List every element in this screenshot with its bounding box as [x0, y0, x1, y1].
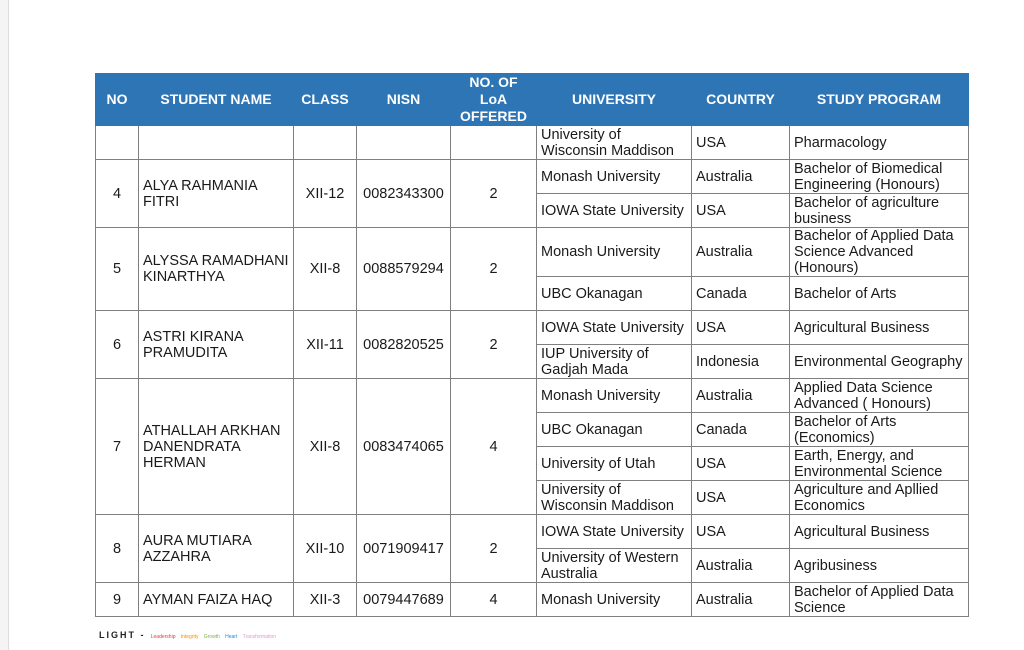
student-no: 8 [96, 515, 139, 583]
study-program: Earth, Energy, and Environmental Science [790, 447, 969, 481]
loa-count: 2 [451, 228, 537, 311]
table-row [96, 379, 969, 413]
table-body [96, 126, 969, 617]
country-name: Canada [692, 413, 790, 447]
university-name: University of Utah [537, 447, 692, 481]
university-name: UBC Okanagan [537, 413, 692, 447]
student-nisn: 0071909417 [357, 515, 451, 583]
student-no: 9 [96, 583, 139, 617]
student-name: AYMAN FAIZA HAQ [139, 583, 294, 617]
student-name: AURA MUTIARA AZZAHRA [139, 515, 294, 583]
university-name: Monash University [537, 160, 692, 194]
loa-count: 2 [451, 311, 537, 379]
university-name: IUP University of Gadjah Mada [537, 345, 692, 379]
student-no: 7 [96, 379, 139, 515]
loa-count [451, 126, 537, 160]
country-name: Canada [692, 277, 790, 311]
footer-value-leadership: Leadership [150, 634, 176, 640]
university-name: IOWA State University [537, 194, 692, 228]
country-name: USA [692, 515, 790, 549]
loa-table [95, 73, 969, 617]
student-nisn: 0079447689 [357, 583, 451, 617]
student-name [139, 126, 294, 160]
header-class: CLASS [294, 74, 357, 126]
university-name: IOWA State University [537, 311, 692, 345]
country-name: Indonesia [692, 345, 790, 379]
footer-value-heart: Heart [225, 634, 238, 640]
country-name: Australia [692, 160, 790, 194]
university-name: Monash University [537, 583, 692, 617]
student-name: ALYA RAHMANIA FITRI [139, 160, 294, 228]
table-row [96, 311, 969, 345]
student-class: XII-10 [294, 515, 357, 583]
table-row [96, 160, 969, 194]
country-name: USA [692, 447, 790, 481]
loa-count: 2 [451, 515, 537, 583]
student-name: ALYSSA RAMADHANI KINARTHYA [139, 228, 294, 311]
table-row [96, 228, 969, 277]
country-name: Australia [692, 549, 790, 583]
country-name: USA [692, 126, 790, 160]
country-name: Australia [692, 379, 790, 413]
study-program: Agricultural Business [790, 515, 969, 549]
country-name: Australia [692, 228, 790, 277]
student-nisn: 0082820525 [357, 311, 451, 379]
student-nisn: 0088579294 [357, 228, 451, 311]
header-study-program: STUDY PROGRAM [790, 74, 969, 126]
student-class [294, 126, 357, 160]
country-name: Australia [692, 583, 790, 617]
study-program: Bachelor of Biomedical Engineering (Honours) [790, 160, 969, 194]
student-no: 5 [96, 228, 139, 311]
footer-value-growth: Growth [203, 634, 220, 640]
student-name: ASTRI KIRANA PRAMUDITA [139, 311, 294, 379]
university-name: Monash University [537, 379, 692, 413]
university-name: IOWA State University [537, 515, 692, 549]
footer-brand: LIGHT - [99, 630, 146, 640]
study-program: Agricultural Business [790, 311, 969, 345]
student-class: XII-8 [294, 228, 357, 311]
header-country: COUNTRY [692, 74, 790, 126]
student-class: XII-12 [294, 160, 357, 228]
table-row [96, 515, 969, 549]
study-program: Bachelor of Applied Data Science [790, 583, 969, 617]
table-row [96, 126, 969, 160]
header-nisn: NISN [357, 74, 451, 126]
student-no: 4 [96, 160, 139, 228]
student-no: 6 [96, 311, 139, 379]
university-name: University of Wisconsin Maddison [537, 126, 692, 160]
student-name: ATHALLAH ARKHAN DANENDRATA HERMAN [139, 379, 294, 515]
loa-count: 4 [451, 379, 537, 515]
header-no: NO [96, 74, 139, 126]
student-nisn [357, 126, 451, 160]
student-class: XII-8 [294, 379, 357, 515]
student-nisn: 0083474065 [357, 379, 451, 515]
loa-count: 2 [451, 160, 537, 228]
header-no-loa: NO. OF LoA OFFERED [451, 74, 537, 126]
study-program: Bachelor of Arts [790, 277, 969, 311]
study-program: Pharmacology [790, 126, 969, 160]
university-name: University of Western Australia [537, 549, 692, 583]
footer-value-transformation: Transformation [242, 634, 277, 640]
loa-count: 4 [451, 583, 537, 617]
country-name: USA [692, 194, 790, 228]
study-program: Environmental Geography [790, 345, 969, 379]
university-name: Monash University [537, 228, 692, 277]
university-name: UBC Okanagan [537, 277, 692, 311]
table-header-row [96, 74, 969, 126]
study-program: Agribusiness [790, 549, 969, 583]
university-name: University of Wisconsin Maddison [537, 481, 692, 515]
study-program: Agriculture and Apllied Economics [790, 481, 969, 515]
header-university: UNIVERSITY [537, 74, 692, 126]
footer-value-integrity: Integrity [180, 634, 199, 640]
study-program: Bachelor of agriculture business [790, 194, 969, 228]
light-footer [99, 630, 276, 640]
study-program: Bachelor of Applied Data Science Advanced (Honours) [790, 228, 969, 277]
table-row [96, 583, 969, 617]
student-class: XII-3 [294, 583, 357, 617]
study-program: Bachelor of Arts (Economics) [790, 413, 969, 447]
header-student-name: STUDENT NAME [139, 74, 294, 126]
student-class: XII-11 [294, 311, 357, 379]
student-nisn: 0082343300 [357, 160, 451, 228]
student-no [96, 126, 139, 160]
country-name: USA [692, 481, 790, 515]
document-page [8, 0, 1024, 650]
study-program: Applied Data Science Advanced ( Honours) [790, 379, 969, 413]
country-name: USA [692, 311, 790, 345]
